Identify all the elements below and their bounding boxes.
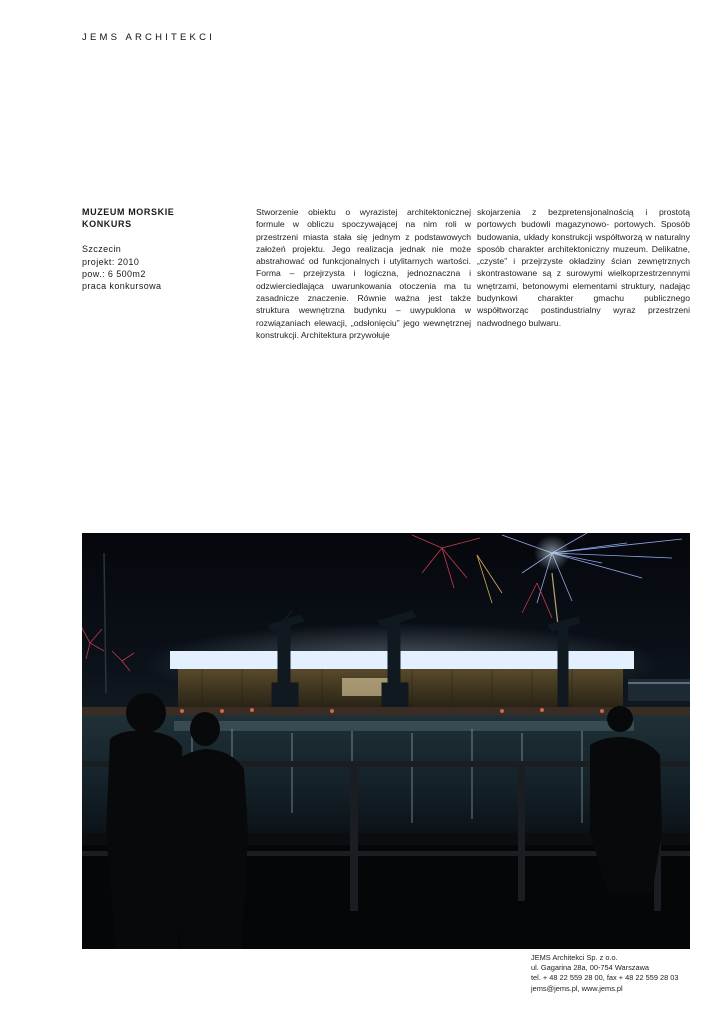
footer-contact: jems@jems.pl, www.jems.pl [531, 983, 623, 993]
project-type: praca konkursowa [82, 281, 162, 292]
project-title-line2: KONKURS [82, 219, 132, 230]
description-column-1: Stworzenie obiektu o wyrazistej architektonicznej formule w obliczu spoczywającej na nim roli w przestrzeni miasta stała się jednym z podstawowych założeń projektu. Jego realizacja jednak nie może abstrahować od funkcjonalnych i utylitarnych wartości. Forma – przejrzysta i logiczna, jednoznaczna i odzwierciedlająca uwarunkowania otoczenia ma tu zasadnicze znaczenie. Równie ważna jest także struktura wewnętrzna budynku – uwypuklona w rozwiązaniach elewacji, „odsłonięciu” jego wewnętrznej konstrukcji. Architektura przywołuje [256, 207, 471, 340]
project-title [82, 206, 232, 230]
company-footer [531, 953, 679, 994]
footer-address: ul. Gagarina 28a, 00-754 Warszawa [531, 963, 650, 973]
footer-company: JEMS Architekci Sp. z o.o. [531, 953, 618, 962]
project-year: projekt: 2010 [82, 256, 140, 267]
project-details [82, 243, 232, 292]
project-meta [82, 206, 232, 292]
project-city: Szczecin [82, 244, 122, 255]
project-title-line1: MUZEUM MORSKIE [82, 207, 175, 217]
description-column-2: skojarzenia z bezpretensjonalnością i prostotą portowych budowli magazynowo- portowych. Sposób budowania, układy konstrukcji współtworzą w naturalny sposób charakter architektoniczny muzeum. Delikatne, „czyste” i przejrzyste okładziny ścian zewnętrznych skontrastowane są z surowymi wielkoprzestrzennymi wnętrzami, betonowymi elementami struktury, nadając budynkowi charakter gmachu publicznego współtworząc postindustrialny wyraz przestrzeni nadwodnego bulwaru. [477, 207, 690, 328]
project-area: pow.: 6 500m2 [82, 268, 146, 279]
firm-name-header: JEMS ARCHITEKCI [82, 32, 215, 43]
footer-phone: tel. + 48 22 559 28 00, fax + 48 22 559 28 03 [531, 973, 679, 983]
project-rendering-image [82, 533, 690, 949]
